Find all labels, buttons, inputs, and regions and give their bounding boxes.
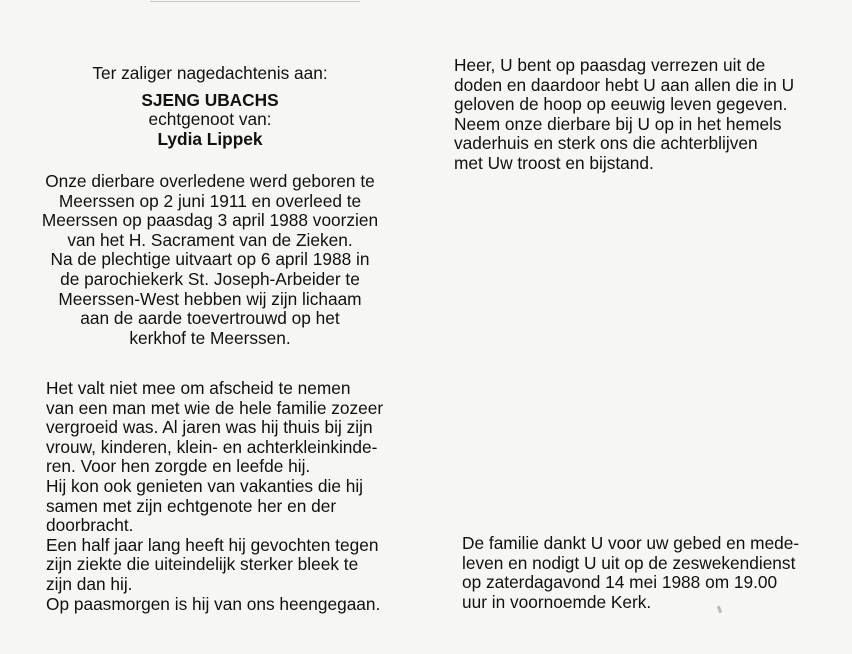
thanks-paragraph xyxy=(462,534,807,612)
dedication-header xyxy=(40,64,380,149)
relation-label: echtgenoot van: xyxy=(148,109,272,130)
thanks-line: op zaterdagavond 14 mei 1988 om 19.00 xyxy=(462,572,778,593)
bio-line: de parochiekerk St. Joseph-Arbeider te xyxy=(60,268,360,289)
tribute-line: Een half jaar lang heeft hij gevochten tegen xyxy=(46,534,379,555)
tribute-line: zijn ziekte die uiteindelijk sterker bleek te xyxy=(46,554,359,575)
top-edge-line xyxy=(150,1,360,2)
bio-line: van het H. Sacrament van de Zieken. xyxy=(67,229,353,250)
tribute-line: ren. Voor hen zorgde en leefde hij. xyxy=(46,456,311,477)
bio-line: Meerssen op 2 juni 1911 en overleed te xyxy=(58,190,362,211)
prayer-line: met Uw troost en bijstand. xyxy=(454,152,654,173)
thanks-line: uur in voornoemde Kerk. xyxy=(462,591,652,612)
prayer-line: Heer, U bent op paasdag verrezen uit de xyxy=(454,55,766,75)
tribute-line: Het valt niet mee om afscheid te nemen xyxy=(46,378,351,398)
bio-line: Meerssen op paasdag 3 april 1988 voorzien xyxy=(41,210,379,231)
thanks-line: leven en nodigt U uit op de zeswekendienst xyxy=(462,552,796,573)
prayer-paragraph xyxy=(454,56,799,174)
bio-line: kerkhof te Meerssen. xyxy=(129,327,291,348)
tribute-line: Op paasmorgen is hij van ons heengegaan. xyxy=(46,593,381,614)
tribute-line: vrouw, kinderen, klein- en achterkleinkinde- xyxy=(46,436,378,457)
tribute-line: doorbracht. xyxy=(46,515,134,536)
biography-paragraph xyxy=(40,172,380,348)
tribute-line: Hij kon ook genieten van vakanties die hij xyxy=(46,475,364,496)
tribute-line: zijn dan hij. xyxy=(46,573,133,594)
tribute-line: vergroeid was. Al jaren was hij thuis bij zijn xyxy=(46,417,373,438)
prayer-line: geloven de hoop op eeuwig leven gegeven. xyxy=(454,94,788,115)
tribute-paragraph xyxy=(46,379,391,614)
bio-line: Onze dierbare overledene werd geboren te xyxy=(45,171,375,191)
dedication-intro: Ter zaliger nagedachtenis aan: xyxy=(92,63,328,83)
prayer-line: doden en daardoor hebt U aan allen die in U xyxy=(454,74,795,95)
prayer-line: vaderhuis en sterk ons die achterblijven xyxy=(454,133,758,154)
tribute-line: van een man met wie de hele familie zozeer xyxy=(46,397,384,418)
bio-line: Na de plechtige uitvaart op 6 april 1988 in xyxy=(50,249,370,270)
deceased-name: SJENG UBACHS xyxy=(141,89,279,110)
thanks-line: De familie dankt U voor uw gebed en mede- xyxy=(462,533,800,553)
bio-line: aan de aarde toevertrouwd op het xyxy=(80,308,340,329)
tribute-line: samen met zijn echtgenote her en der xyxy=(46,495,337,516)
spouse-name: Lydia Lippek xyxy=(157,128,263,149)
bio-line: Meerssen-West hebben wij zijn lichaam xyxy=(58,288,362,309)
prayer-line: Neem onze dierbare bij U op in het hemels xyxy=(454,113,782,134)
